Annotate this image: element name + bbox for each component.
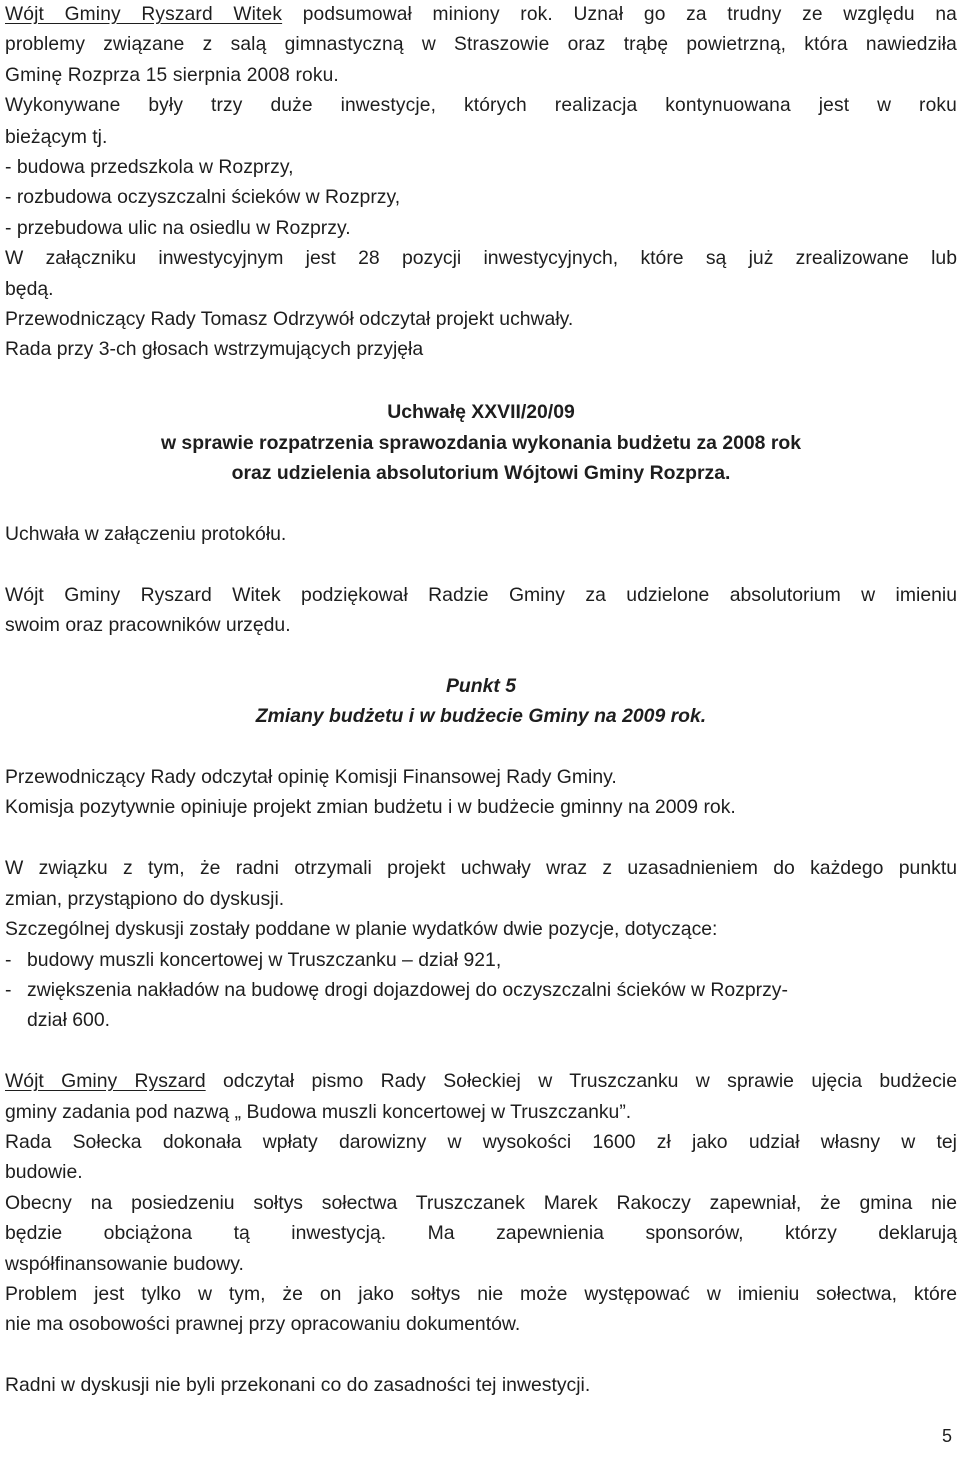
chairman-reading: Przewodniczący Rady Tomasz Odrzywół odczytał projekt uchwały.	[5, 308, 574, 331]
opinion-line-2: Komisja pozytywnie opiniuje projekt zmian budżetu i w budżecie gminny na 2009 rok.	[5, 796, 736, 819]
discussion-line-3: Szczególnej dyskusji zostały poddane w planie wydatków dwie pozycje, dotyczące:	[5, 918, 718, 941]
summary-line-1: Wójt Gminy Ryszard Witek podsumował miniony rok. Uznał go za trudny ze względu na	[5, 4, 957, 25]
attachment-line-2: będą.	[5, 277, 54, 300]
discussion-line-2: zmian, przystąpiono do dyskusji.	[5, 887, 285, 910]
letter-line-4: budowie.	[5, 1161, 83, 1184]
letter-line-8: Problem jest tylko w tym, że on jako sołtys nie może występować w imieniu sołectwa, które	[5, 1282, 957, 1305]
thanks-line-2: swoim oraz pracowników urzędu.	[5, 614, 291, 637]
investment-item: - rozbudowa oczyszczalni ścieków w Rozprzy,	[5, 186, 401, 209]
mayor-name-2: Wójt Gminy Ryszard	[5, 1070, 206, 1093]
opinion-line-1: Przewodniczący Rady odczytał opinię Komisji Finansowej Rady Gminy.	[5, 766, 617, 789]
attachment-line-1: W załączniku inwestycyjnym jest 28 pozycji inwestycyjnych, które są już zrealizowane lub	[5, 247, 957, 270]
summary-line-3: Gminę Rozprza 15 sierpnia 2008 roku.	[5, 64, 339, 86]
summary-line-2: problemy związane z salą gimnastyczną w Straszowie oraz trąbę powietrzną, która nawiedziła	[5, 34, 957, 56]
investment-item: - przebudowa ulic na osiedlu w Rozprzy.	[5, 216, 351, 239]
resolution-subject-2: oraz udzielenia absolutorium Wójtowi Gminy Rozprza.	[231, 462, 731, 485]
discussion-line-1: W związku z tym, że radni otrzymali projekt uchwały wraz z uzasadnieniem do każdego punktu	[5, 857, 957, 880]
resolution-subject-1: w sprawie rozpatrzenia sprawozdania wykonania budżetu za 2008 rok	[160, 431, 802, 454]
summary-line-5: bieżącym tj.	[5, 125, 108, 148]
letter-line-3: Rada Sołecka dokonała wpłaty darowizny w wysokości 1600 zł jako udział własny w tej	[5, 1130, 957, 1153]
letter-line-7: współfinansowanie budowy.	[5, 1252, 244, 1275]
letter-line-2: gminy zadania pod nazwą „ Budowa muszli koncertowej w Truszczanku”.	[5, 1100, 632, 1123]
closing-sentence: Radni w dyskusji nie byli przekonani co do zasadności tej inwestycji.	[5, 1374, 591, 1397]
point-title: Punkt 5	[445, 674, 517, 697]
document-page	[5, 0, 957, 1401]
letter-line-1: Wójt Gminy Ryszard odczytał pismo Rady Sołeckiej w Truszczanku w sprawie ujęcia budżecie	[5, 1070, 957, 1093]
resolution-note: Uchwała w załączeniu protokółu.	[5, 522, 287, 545]
investment-item: - budowa przedszkola w Rozprzy,	[5, 156, 294, 179]
thanks-line-1: Wójt Gminy Ryszard Witek podziękował Radzie Gminy za udzielone absolutorium w imieniu	[5, 583, 957, 606]
letter-line-9: nie ma osobowości prawnej przy opracowaniu dokumentów.	[5, 1313, 521, 1336]
resolution-title: Uchwałę XXVII/20/09	[387, 401, 575, 424]
page-number: 5	[941, 1426, 952, 1446]
summary-line-4: Wykonywane były trzy duże inwestycje, których realizacja kontynuowana jest w roku	[5, 95, 957, 117]
letter-line-6: będzie obciążona tą inwestycją. Ma zapewnienia sponsorów, którzy deklarują	[5, 1222, 957, 1245]
discussion-item: - zwiększenia nakładów na budowę drogi dojazdowej do oczyszczalni ścieków w Rozprzy-	[5, 978, 788, 1001]
vote-result: Rada przy 3-ch głosach wstrzymujących przyjęła	[5, 338, 424, 361]
letter-line-5: Obecny na posiedzeniu sołtys sołectwa Truszczanek Marek Rakoczy zapewniał, że gmina nie	[5, 1191, 957, 1214]
discussion-item: - budowy muszli koncertowej w Truszczanku – dział 921,	[5, 948, 502, 971]
discussion-item-continued: dział 600.	[27, 1009, 111, 1032]
point-subtitle: Zmiany budżetu i w budżecie Gminy na 2009 rok.	[255, 705, 707, 728]
mayor-name: Wójt Gminy Ryszard Witek	[5, 4, 283, 25]
